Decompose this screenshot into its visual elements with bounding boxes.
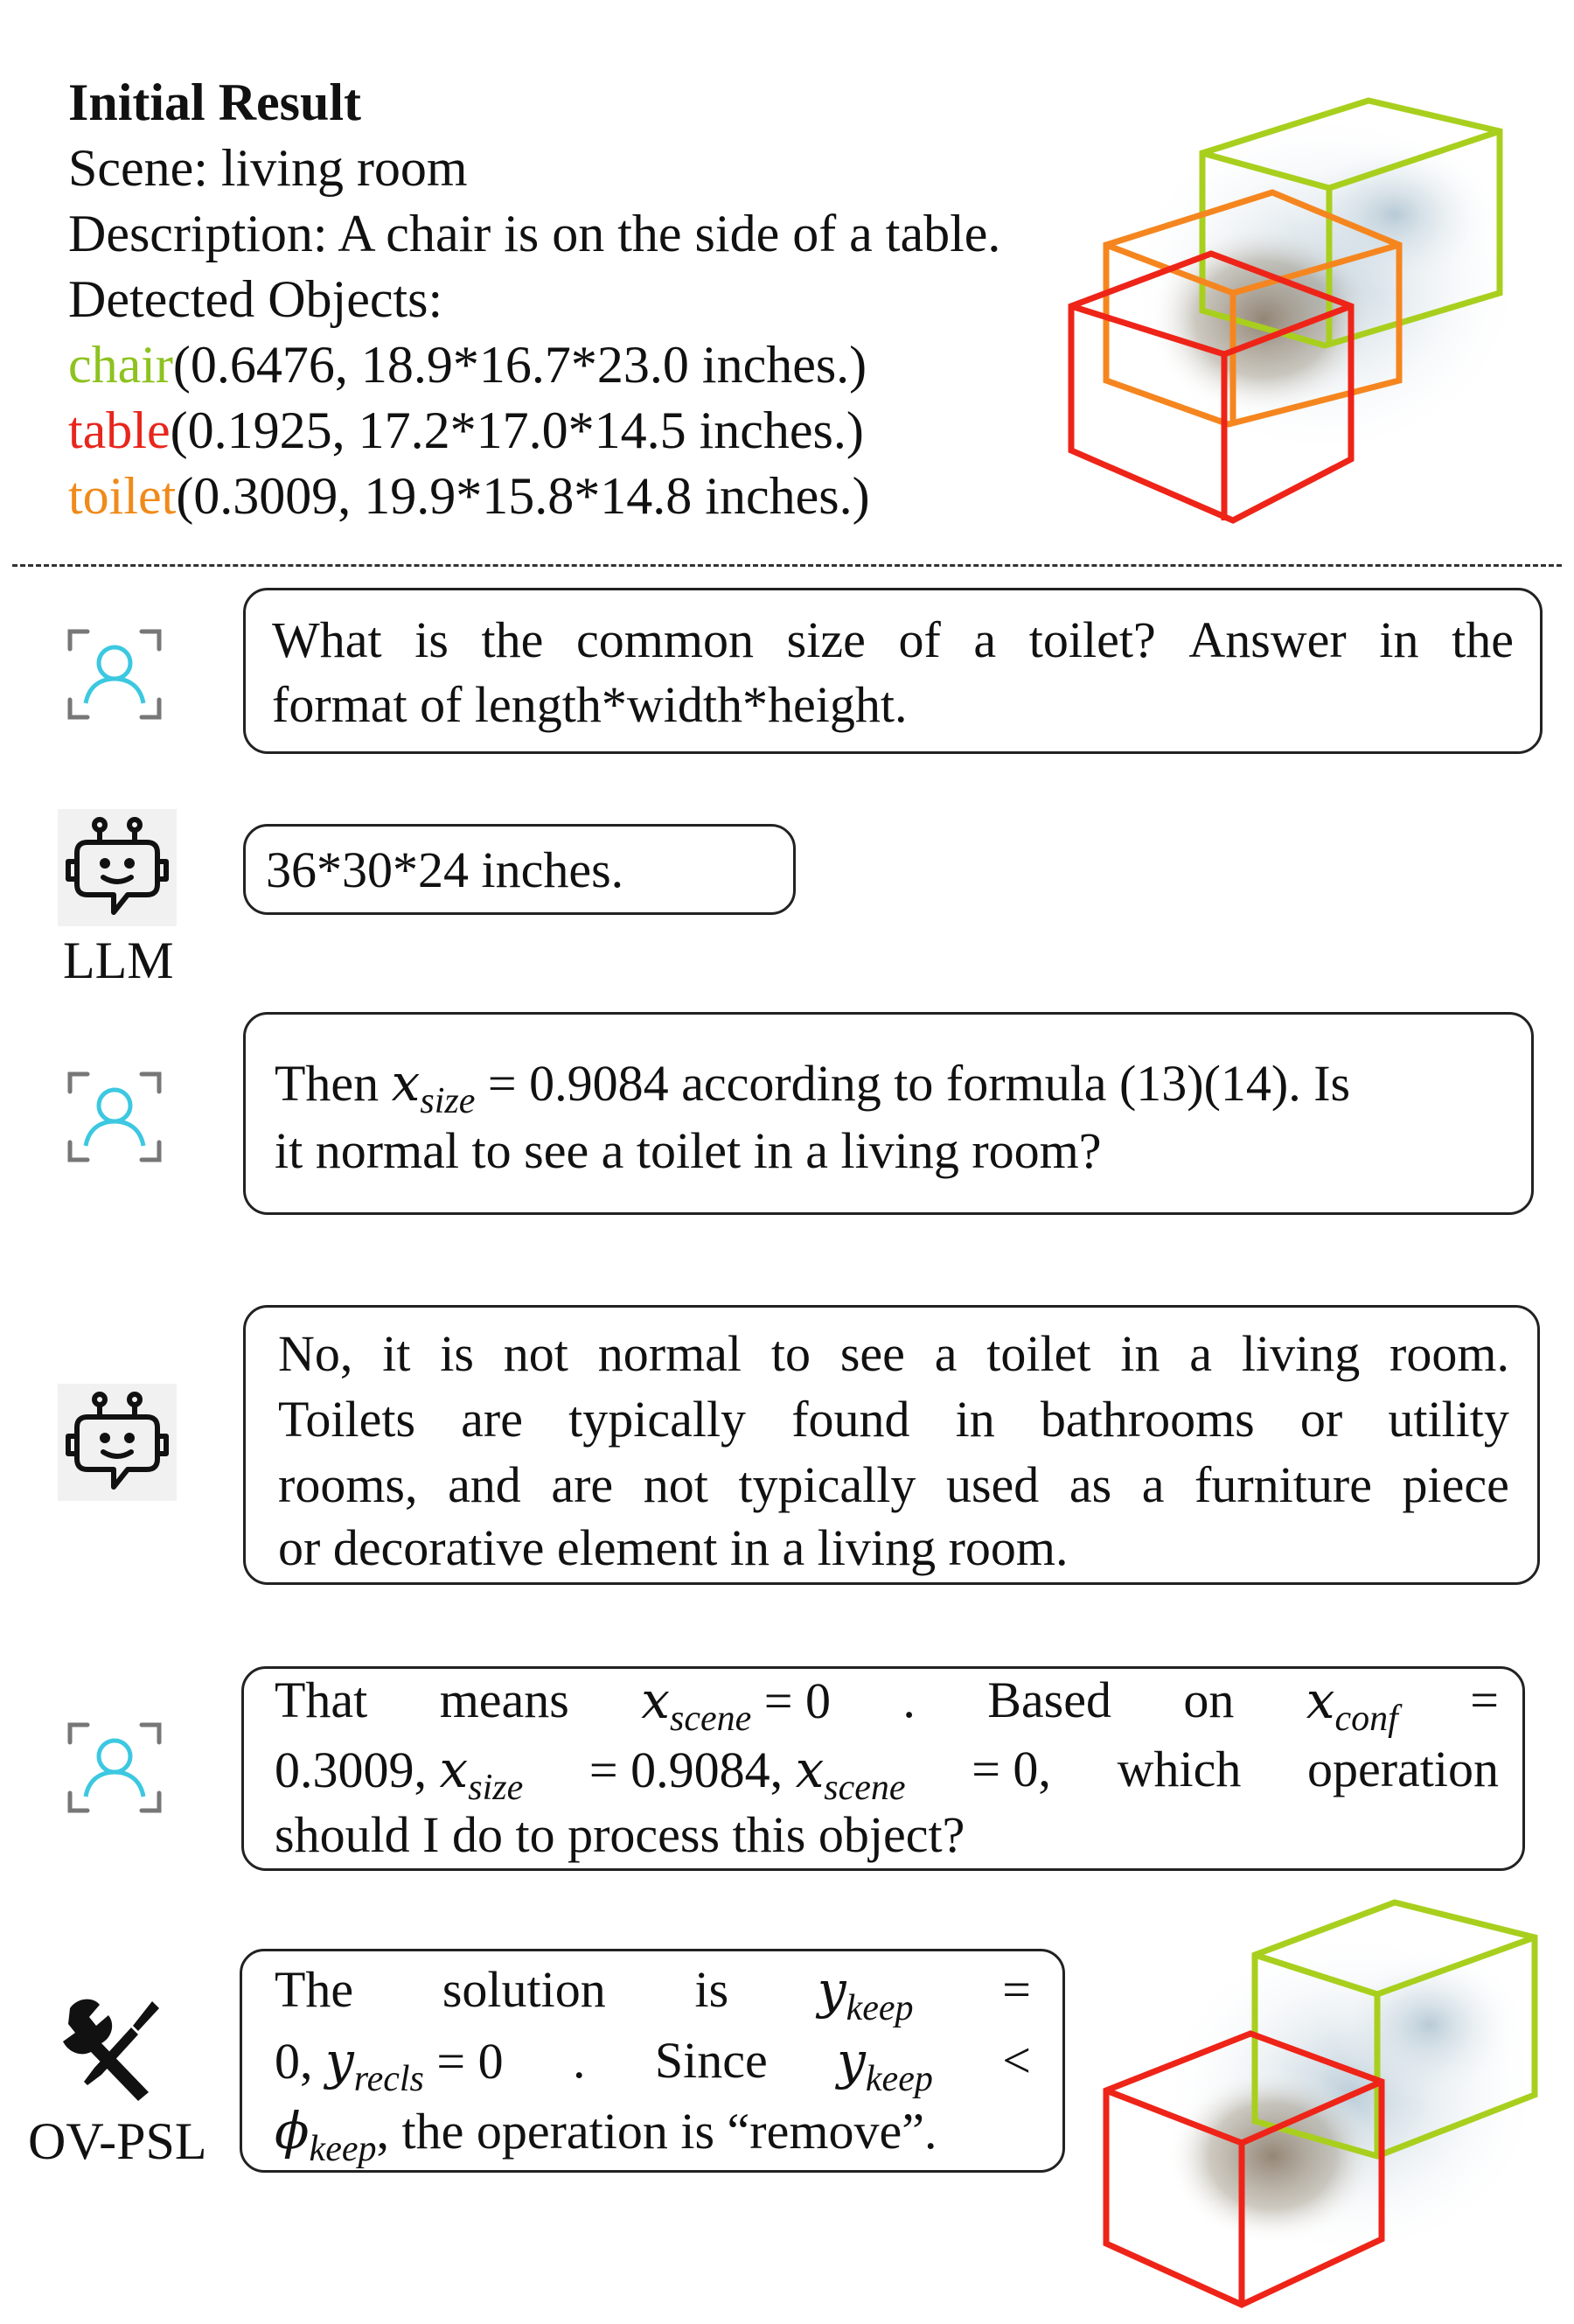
word: = 0.9084, [589,1741,784,1798]
word: used [945,1456,1040,1513]
object-name-chair: chair [68,336,173,394]
word: Answer [1188,611,1347,668]
word: are [461,1391,523,1448]
math-subscript: conf [1334,1699,1398,1739]
word: is [414,611,449,668]
object-name-toilet: toilet [68,467,177,525]
math-subscript: scene [824,1768,906,1808]
word: Then [275,1055,380,1112]
section-divider [12,564,1562,567]
word: a [934,1325,958,1382]
word: Since [654,2032,768,2089]
point-cloud-blob [1334,1946,1526,2104]
math-subscript: size [468,1768,524,1808]
object-table [68,398,864,464]
word: the [1452,611,1514,668]
word: on [1183,1671,1235,1728]
math-variable: x [439,1740,469,1799]
math-variable: x [391,1053,421,1113]
word: a [1141,1456,1165,1513]
word: solution [442,1961,606,2018]
user-icon [63,623,166,726]
answer-scene-line1 [278,1321,1509,1387]
word: operation [1306,1741,1499,1797]
word: as [1069,1456,1112,1513]
word: . [572,2032,586,2089]
word: = 0 [763,1672,831,1729]
ov-psl-label: OV-PSL [28,2112,207,2170]
word: normal [597,1325,742,1382]
math-subscript: keep [846,1988,914,2028]
word: of [898,611,941,668]
question-scene-line2: it normal to see a toilet in a living room? [275,1122,1102,1179]
result-detection-scene [1097,1894,1543,2314]
math-variable: y [817,1960,846,2020]
word: room. [1389,1325,1509,1382]
word: 0.3009, [275,1741,427,1798]
word: What [272,611,382,668]
question-size-line1 [272,607,1514,673]
object-name-table: table [68,401,171,459]
math-variable: x [641,1671,670,1730]
word: it [382,1325,411,1382]
word: a [1189,1325,1213,1382]
math-subscript: scene [669,1699,752,1739]
word: The [275,1961,354,2018]
word: utility [1388,1391,1509,1448]
word: typically [738,1456,916,1513]
word: No, [278,1325,353,1382]
scene-line: Scene: living room [68,139,468,197]
word: toilet? [1028,611,1156,668]
word: rooms, [278,1456,418,1513]
word: is [440,1325,474,1382]
math-subscript: recls [353,2059,424,2099]
word: in [1379,611,1419,668]
word: living [1241,1325,1361,1382]
robot-icon [58,809,177,926]
word: in [955,1391,995,1448]
word: = 0, [972,1741,1051,1797]
word: not [503,1325,568,1382]
question-operation-line3: should I do to process this object? [275,1806,965,1863]
object-chair [68,332,867,398]
word: a [973,611,997,668]
word: furniture [1194,1456,1372,1513]
word: or [1299,1391,1343,1448]
robot-icon [58,1384,177,1501]
word: to [770,1325,811,1382]
word: piece [1402,1456,1509,1513]
answer-size-text: 36*30*24 inches. [266,841,624,898]
math-subscript: size [420,1081,476,1121]
object-info-toilet: (0.3009, 19.9*15.8*14.8 inches.) [176,467,870,525]
word: toilet [986,1325,1091,1382]
word: Toilets [278,1391,416,1448]
word: and [448,1456,521,1513]
math-subscript: keep [865,2059,933,2099]
word: see [839,1325,905,1382]
word: are [551,1456,614,1513]
word: = 0.9084 according to formula (13)(14). Is [487,1055,1351,1112]
word: common [576,611,755,668]
object-info-chair: (0.6476, 18.9*16.7*23.0 inches.) [172,336,867,394]
word: = [1470,1671,1499,1728]
initial-detection-scene [1062,92,1517,538]
word: . [902,1671,916,1728]
word: bathrooms [1040,1391,1255,1448]
answer-scene-line3 [278,1452,1509,1518]
word: not [643,1456,708,1513]
llm-label: LLM [63,932,174,989]
initial-result-title: Initial Result [68,73,362,131]
word: 0, [275,2033,313,2090]
object-info-table: (0.1925, 17.2*17.0*14.5 inches.) [170,401,864,459]
user-icon [63,1716,166,1819]
math-subscript: keep [309,2129,377,2169]
answer-operation-line3 [275,2097,937,2182]
object-toilet [68,464,870,529]
detected-objects-label: Detected Objects: [68,270,443,328]
math-variable: x [1306,1671,1335,1730]
word: Based [987,1671,1111,1728]
word: That [275,1671,368,1728]
answer-scene-line4: or decorative element in a living room. [278,1519,1069,1576]
word: is [694,1961,729,2018]
math-variable: ϕ [275,2101,310,2160]
word: = 0 [436,2033,504,2090]
word: = [1002,1961,1031,2018]
word: found [791,1391,910,1448]
wrench-screwdriver-icon [58,1994,170,2104]
word: the [481,611,544,668]
word: < [1002,2032,1031,2089]
word: , the operation is “remove”. [376,2103,937,2160]
word: size [786,611,866,668]
word: which [1117,1741,1242,1797]
user-icon [63,1065,166,1169]
math-variable: y [837,2031,866,2090]
math-variable: y [325,2031,354,2090]
answer-scene-line2 [278,1386,1509,1453]
question-size-line2: format of length*width*height. [272,676,908,733]
word: in [1120,1325,1160,1382]
word: typically [568,1391,747,1448]
word: means [439,1671,569,1728]
math-variable: x [795,1740,825,1799]
description-line: Description: A chair is on the side of a table. [68,205,1001,262]
